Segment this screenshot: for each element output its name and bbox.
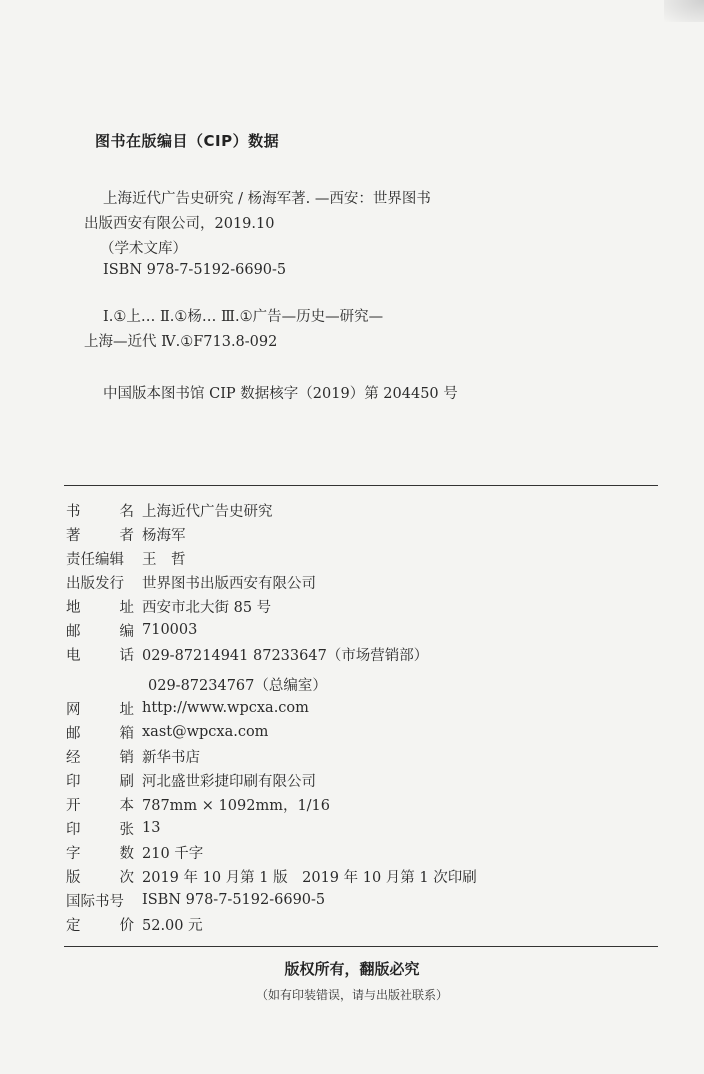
info-value: 13	[142, 820, 161, 836]
info-value: http://www.wpcxa.com	[142, 700, 309, 716]
info-row	[66, 768, 316, 792]
top-divider	[64, 485, 658, 486]
info-label-text: 版	[66, 869, 81, 886]
info-row	[66, 816, 160, 840]
info-value: 西安市北大街 85 号	[142, 599, 272, 616]
info-label	[66, 794, 142, 815]
info-row	[66, 744, 200, 768]
info-label	[66, 890, 142, 911]
info-label-text: 刷	[119, 773, 134, 790]
info-label	[66, 548, 142, 569]
info-value: 杨海军	[142, 527, 186, 544]
cip-data-number: 中国版本图书馆 CIP 数据核字（2019）第 204450 号	[103, 386, 458, 402]
info-value: 710003	[142, 622, 198, 638]
info-label-text: 地	[66, 599, 81, 616]
info-label	[66, 842, 142, 863]
info-label-text: 电	[66, 647, 81, 664]
info-value: 新华书店	[142, 749, 200, 766]
cip-classification-1: Ⅰ.①上… Ⅱ.①杨… Ⅲ.①广告—历史—研究—	[103, 309, 384, 325]
info-label-text: 字	[66, 845, 81, 862]
rights-statement: 版权所有，翻版必究	[284, 960, 420, 978]
info-row	[66, 522, 186, 546]
info-label	[66, 770, 142, 791]
cip-classification-2: 上海—近代 Ⅳ.①F713.8-092	[84, 334, 278, 350]
info-row	[66, 720, 268, 744]
info-row	[66, 888, 325, 912]
cip-series: （学术文库）	[100, 241, 187, 257]
info-value: 2019 年 10 月第 1 版 2019 年 10 月第 1 次印刷	[142, 869, 477, 886]
info-value: 787mm × 1092mm，1/16	[142, 797, 331, 814]
info-label-text: 书	[66, 503, 81, 520]
info-label	[66, 914, 142, 935]
info-label	[66, 596, 142, 617]
info-row	[66, 618, 197, 642]
info-label	[66, 620, 142, 641]
info-label-text: 张	[119, 821, 134, 838]
info-label	[66, 524, 142, 545]
info-label-text: 责任编辑	[66, 551, 124, 568]
info-label-text: 开	[66, 797, 81, 814]
info-label-text: 销	[119, 749, 134, 766]
info-label	[66, 644, 142, 665]
info-label-text: 经	[66, 749, 81, 766]
info-label-text: 箱	[119, 725, 134, 742]
info-label-text: 邮	[66, 725, 81, 742]
info-row	[66, 498, 273, 522]
info-value: ISBN 978-7-5192-6690-5	[142, 892, 326, 908]
info-label	[66, 722, 142, 743]
info-label-text: 网	[66, 701, 81, 718]
info-label	[66, 698, 142, 719]
cip-isbn: ISBN 978-7-5192-6690-5	[103, 262, 287, 278]
page-shadow	[664, 0, 704, 22]
info-row	[66, 546, 186, 570]
info-label-text: 出版发行	[66, 575, 124, 592]
info-label-text: 次	[119, 869, 134, 886]
cip-heading: 图书在版编目（CIP）数据	[95, 132, 280, 150]
info-label-text: 数	[119, 845, 134, 862]
info-label-text: 址	[119, 701, 134, 718]
info-label-text: 话	[119, 647, 134, 664]
info-label-text: 定	[66, 917, 81, 934]
info-label-text: 印	[66, 821, 81, 838]
info-label	[66, 572, 142, 593]
info-value: 029-87214941 87233647（市场营销部）	[142, 647, 429, 664]
info-label-text: 本	[119, 797, 134, 814]
info-label-text: 名	[119, 503, 134, 520]
phone-continuation: 029-87234767（总编室）	[148, 678, 327, 694]
info-label	[66, 500, 142, 521]
cip-title-line: 上海近代广告史研究 / 杨海军著. —西安：世界图书	[103, 191, 431, 207]
info-label-text: 价	[119, 917, 134, 934]
printing-error-note: （如有印装错误，请与出版社联系）	[255, 988, 448, 1002]
info-value: 上海近代广告史研究	[142, 503, 273, 520]
info-label-text: 址	[119, 599, 134, 616]
info-value: 210 千字	[142, 845, 204, 862]
cip-publisher-line: 出版西安有限公司，2019.10	[84, 216, 275, 232]
info-row	[66, 792, 330, 816]
info-row	[66, 570, 316, 594]
info-label-text: 著	[66, 527, 81, 544]
info-value: 世界图书出版西安有限公司	[142, 575, 316, 592]
info-value: 王 哲	[142, 551, 186, 568]
info-row	[66, 864, 477, 888]
info-value: xast@wpcxa.com	[142, 724, 269, 740]
info-label	[66, 866, 142, 887]
info-value: 河北盛世彩捷印刷有限公司	[142, 773, 316, 790]
info-row	[66, 840, 203, 864]
info-label-text: 印	[66, 773, 81, 790]
info-label-text: 邮	[66, 623, 81, 640]
info-row	[66, 642, 428, 666]
bottom-divider	[64, 946, 658, 947]
info-label-text: 编	[119, 623, 134, 640]
info-row	[66, 594, 271, 618]
info-row	[66, 912, 203, 936]
info-label-text: 者	[119, 527, 134, 544]
info-label-text: 国际书号	[66, 893, 124, 910]
info-row	[66, 696, 309, 720]
info-label	[66, 818, 142, 839]
info-value: 52.00 元	[142, 917, 203, 934]
info-label	[66, 746, 142, 767]
